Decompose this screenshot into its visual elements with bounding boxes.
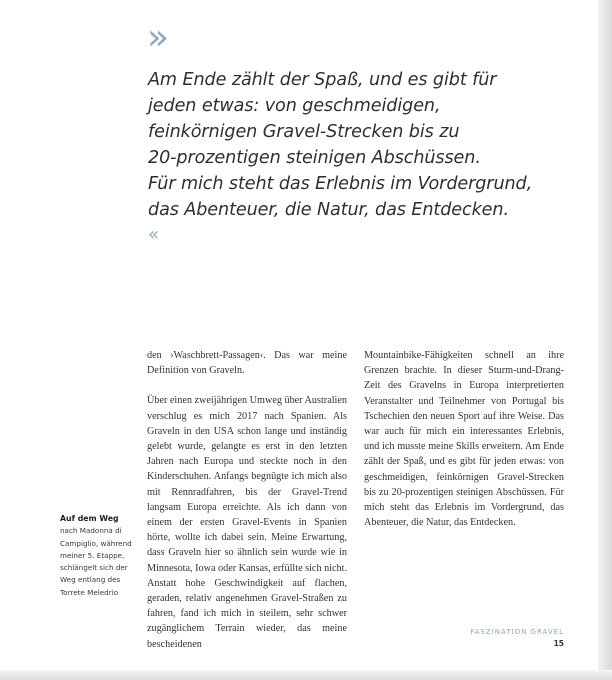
caption-text: nach Madonna di Campiglio, während meiner 5. Etappe, schlängelt sich der Weg entlang des Torrete Meledrio: [60, 526, 132, 597]
caption-title: Auf dem Weg: [60, 514, 119, 523]
opening-quote-mark: »: [147, 17, 166, 58]
pull-quote-line: Am Ende zählt der Spaß, und es gibt für: [148, 70, 497, 90]
photo-caption: [60, 513, 135, 599]
page-edge-shadow: [598, 0, 612, 680]
page-number: 15: [553, 639, 564, 648]
pull-quote-line: feinkörnigen Gravel-Strecken bis zu: [148, 122, 460, 143]
pull-quote-line: jeden etwas: von geschmeidigen,: [148, 96, 441, 117]
body-column-right: [364, 348, 564, 545]
page-bottom-shadow: [0, 670, 612, 680]
body-paragraph: Über einen zweijährigen Umweg über Australien verschlug es mich 2017 nach Spanien. Als Graveln in den USA schon lange und inständig gelebt wurde, gelangte es erst in den letzten Jahren nach Europa und steckte noch in den Kinderschuhen. Anfangs begnügte ich mich also mit Rennradfahren, bis der Gravel-Trend langsam Europa erreichte. Als ich dann von einem der ersten Gravel-Events in Spanien hörte, wollte ich dabei sein. Meine Erwartung, dass Graveln hier so ähnlich sein wurde wie in Minnesota, Iowa oder Kansas, erfüllte sich nicht. Anstatt hohe Geschwindigkeit auf flachen, geraden, relativ angenehmen Gravel-Straßen zu fahren, fand ich mich in steilem, sehr schwer zugänglichem Terrain wieder, das meine bescheidenen: [147, 395, 348, 650]
body-paragraph: den ›Waschbrett-Passagen‹. Das war meine Definition von Graveln.: [147, 350, 347, 377]
body-paragraph: Mountainbike-Fähigkeiten schnell an ihre Grenzen brachte. In dieser Sturm-und-Drang-Zeit des Gravelns in Europa interpretierten Veranstalter und Teilnehmer von Portugal bis Tschechien den neuen Sport auf ihre Weise. Das war auch für mich ein interessantes Erlebnis, und ich musste meine Skills erweitern. Am Ende zählt der Spaß, und es gibt für jeden etwas: von geschmeidigen, feinkörnigen Gravel-Strecken bis zu 20-prozentigen steinigen Abschüssen. Für mich steht das Erlebnis im Vordergrund, das Abenteuer, die Natur, das Entdecken.: [364, 350, 564, 529]
pull-quote-line: das Abenteuer, die Natur, das Entdecken.: [148, 200, 509, 221]
closing-quote-mark: «: [148, 224, 158, 245]
pull-quote: [148, 67, 568, 224]
body-column-left: [147, 348, 347, 667]
pull-quote-line: 20-prozentigen steinigen Abschüssen.: [148, 148, 481, 169]
pull-quote-line: Für mich steht das Erlebnis im Vordergrund,: [148, 174, 533, 195]
section-label: FASZINATION GRAVEL: [470, 628, 564, 636]
